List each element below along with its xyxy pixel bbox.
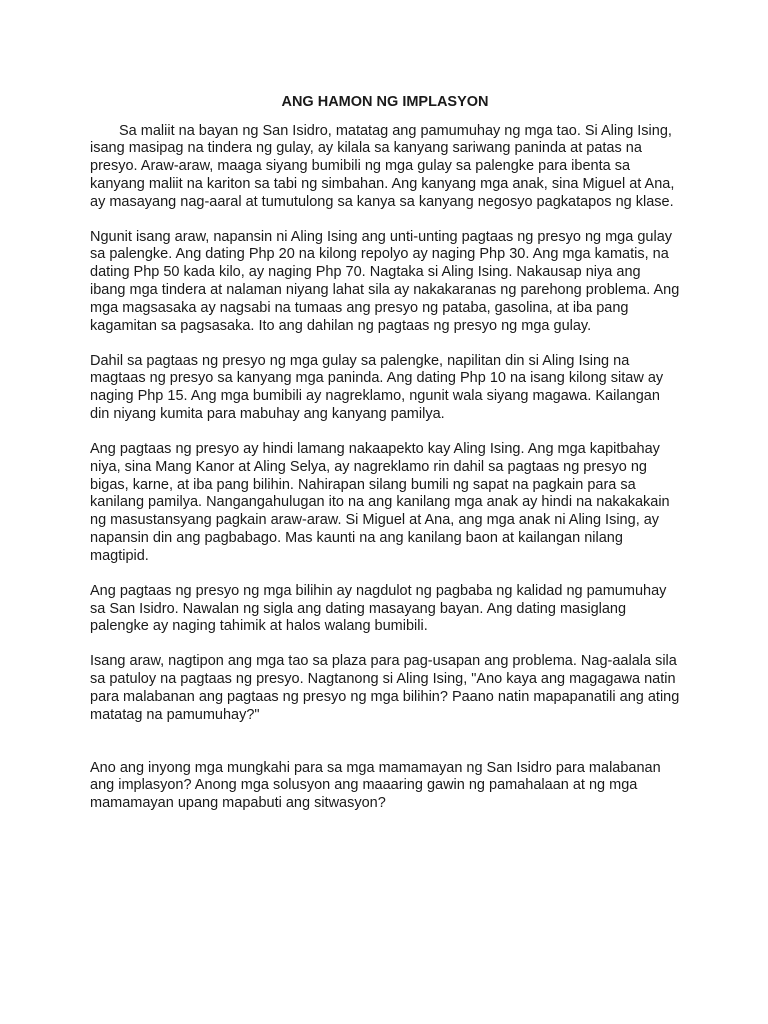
paragraph-1: Sa maliit na bayan ng San Isidro, matatag ang pamumuhay ng mga tao. Si Aling Ising, isang masipag na tindera ng gulay, ay kilala sa kanyang sariwang paninda at patas na presyo. Araw-araw, maaga siyang bumibili ng mga gulay sa palengke para ibenta sa kanyang maliit na kariton sa tabi ng simbahan. Ang kanyang mga anak, sina Miguel at Ana, ay masayang nag-aaral at tumutulong sa kanya sa kanyang negosyo pagkatapos ng klase. [90, 122, 675, 210]
document-page [90, 94, 680, 830]
discussion-question: Ano ang inyong mga mungkahi para sa mga mamamayan ng San Isidro para malabanan ang implasyon? Anong mga solusyon ang maaaring gawin ng pamahalaan at ng mga mamamayan upang mapabuti ang sitwasyon? [90, 759, 661, 812]
paragraph-6: Isang araw, nagtipon ang mga tao sa plaza para pag-usapan ang problema. Nag-aalala sila sa patuloy na pagtaas ng presyo. Nagtanong si Aling Ising, "Ano kaya ang magagawa natin para malabanan ang pagtaas ng presyo ng mga bilihin? Paano natin mapapanatili ang ating matatag na pamumuhay?" [90, 653, 680, 723]
paragraph-5: Ang pagtaas ng presyo ng mga bilihin ay nagdulot ng pagbaba ng kalidad ng pamumuhay sa San Isidro. Nawalan ng sigla ang dating masayang bayan. Ang dating masiglang palengke ay naging tahimik at halos walang bumibili. [90, 582, 667, 635]
paragraph-3: Dahil sa pagtaas ng presyo ng mga gulay sa palengke, napilitan din si Aling Ising na magtaas ng presyo sa kanyang mga paninda. Ang dating Php 10 na isang kilong sitaw ay naging Php 15. Ang mga bumibili ay nagreklamo, ngunit wala siyang magawa. Kailangan din niyang kumita para mabuhay ang kanyang pamilya. [90, 352, 664, 423]
paragraph-4: Ang pagtaas ng presyo ay hindi lamang nakaapekto kay Aling Ising. Ang mga kapitbahay niya, sina Mang Kanor at Aling Selya, ay nagreklamo rin dahil sa pagtaas ng presyo ng bigas, karne, at iba pang bilihin. Nahirapan silang bumili ng sapat na pagkain para sa kanilang pamilya. Nangangahulugan ito na ang kanilang mga anak ay hindi na nakakakain ng masustansyang pagkain araw-araw. Si Miguel at Ana, ang mga anak ni Aling Ising, ay napansin din ang pagbabago. Mas kaunti na ang kanilang baon at kailangan nilang magtipid. [90, 441, 670, 564]
document-title: ANG HAMON NG IMPLASYON [281, 94, 489, 110]
paragraph-2: Ngunit isang araw, napansin ni Aling Ising ang unti-unting pagtaas ng presyo ng mga gulay sa palengke. Ang dating Php 20 na kilong repolyo ay naging Php 30. Ang mga kamatis, na dating Php 50 kada kilo, ay naging Php 70. Nagtaka si Aling Ising. Nakausap niya ang ibang mga tindera at nalaman niyang lahat sila ay nakakaranas ng parehong problema. Ang mga magsasaka ay nagsabi na tumaas ang presyo ng pataba, gasolina, at iba pang kagamitan sa pagsasaka. Ito ang dahilan ng pagtaas ng presyo ng mga gulay. [90, 228, 680, 334]
